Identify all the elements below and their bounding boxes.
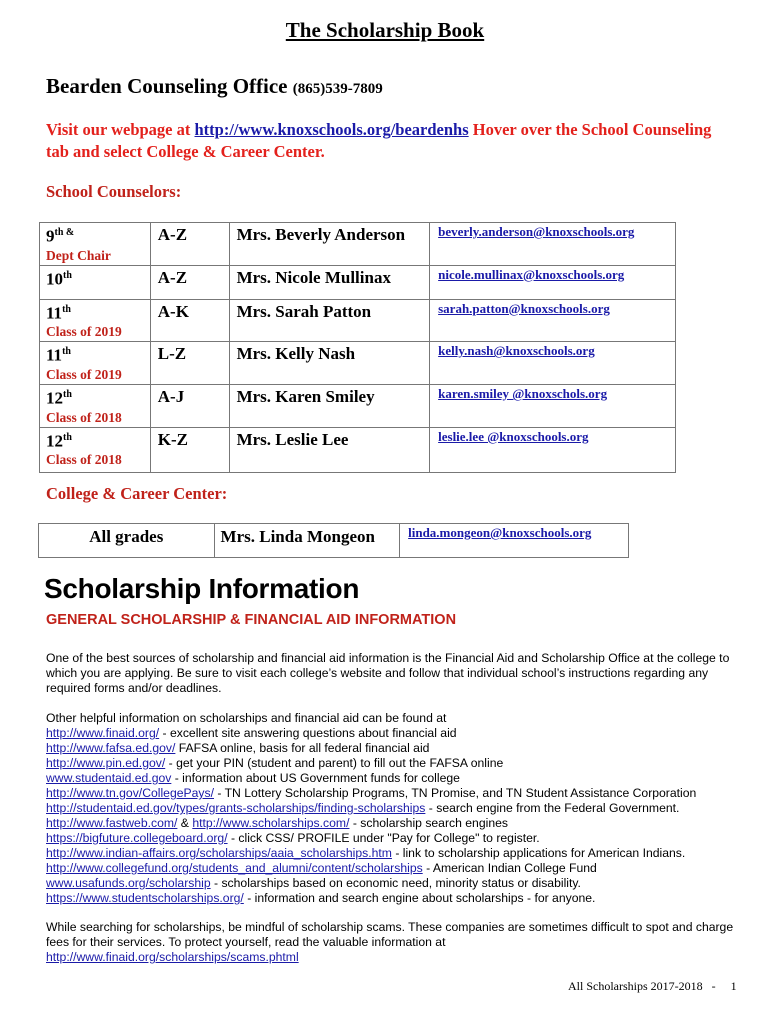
counselor-name: Mrs. Leslie Lee bbox=[229, 427, 430, 472]
resource-link-line bbox=[46, 876, 746, 891]
visit-suffix: Hover over the School Counseling tab and select College & Career Center. bbox=[46, 120, 712, 161]
resource-link[interactable]: www.studentaid.ed.gov bbox=[46, 771, 172, 785]
career-grade: All grades bbox=[39, 524, 215, 558]
scholarship-info-heading: Scholarship Information bbox=[44, 573, 360, 604]
resource-link-description: - information and search engine about scholarships - for anyone. bbox=[243, 891, 596, 905]
scams-text: While searching for scholarships, be mindful of scholarship scams. These companies are sometimes difficult to spot and charge fees for their services. To protect yourself, read the valuable information at bbox=[46, 920, 734, 949]
resource-link-line bbox=[46, 861, 746, 876]
resource-link-description: - excellent site answering questions about financial aid bbox=[159, 726, 457, 740]
alpha-range: A-Z bbox=[150, 223, 229, 266]
grade-cell bbox=[40, 223, 151, 266]
resource-link-description: - click CSS/ PROFILE under "Pay for College" to register. bbox=[227, 831, 540, 845]
visit-instructions bbox=[46, 119, 736, 163]
alpha-range: A-J bbox=[150, 384, 229, 427]
resource-link[interactable]: www.usafunds.org/scholarship bbox=[46, 876, 211, 890]
resource-link-description: - link to scholarship applications for American Indians. bbox=[391, 846, 686, 860]
resource-link-description: - search engine from the Federal Government. bbox=[425, 801, 680, 815]
career-center-label: College & Career Center: bbox=[46, 484, 228, 503]
grade-subtitle: Dept Chair bbox=[46, 247, 111, 263]
resource-link-line bbox=[46, 891, 746, 906]
counselor-email-link[interactable]: sarah.patton@knoxschools.org bbox=[438, 300, 610, 316]
resource-link-description: - scholarship search engines bbox=[349, 816, 508, 830]
counselor-email-link[interactable]: kelly.nash@knoxschools.org bbox=[438, 343, 595, 359]
counselor-name: Mrs. Beverly Anderson bbox=[229, 223, 430, 266]
page-footer bbox=[568, 979, 737, 994]
counselor-row bbox=[40, 265, 676, 299]
visit-prefix: Visit our webpage at bbox=[46, 120, 195, 139]
grade-subtitle: Class of 2019 bbox=[46, 324, 122, 340]
resource-link[interactable]: https://bigfuture.collegeboard.org/ bbox=[46, 831, 228, 845]
counselor-name: Mrs. Karen Smiley bbox=[229, 384, 430, 427]
office-name: Bearden Counseling Office bbox=[46, 74, 288, 98]
resource-link-description: FAFSA online, basis for all federal financial aid bbox=[175, 741, 430, 755]
grade-number: 12th bbox=[46, 431, 72, 451]
counselor-email-link[interactable]: nicole.mullinax@knoxschools.org bbox=[438, 266, 625, 282]
resource-links bbox=[46, 711, 746, 906]
intro-paragraph: One of the best sources of scholarship and financial aid information is the Financial Aid and Scholarship Office at the college to which you are applying. Be sure to visit each college’s website and follow that individual school’s instructions regarding any required forms and/or deadlines. bbox=[46, 651, 730, 695]
resource-link-line bbox=[46, 756, 746, 771]
page-number: 1 bbox=[730, 979, 737, 993]
resource-link-line bbox=[46, 801, 746, 816]
career-email-link[interactable]: linda.mongeon@knoxschools.org bbox=[408, 525, 592, 540]
grade-number: $9^{th \&}$ bbox=[46, 226, 75, 246]
link-joiner: & bbox=[177, 816, 193, 830]
grade-number: 11th bbox=[46, 303, 71, 323]
resource-link-secondary[interactable]: http://www.scholarships.com/ bbox=[192, 816, 350, 830]
resource-link-line bbox=[46, 831, 746, 846]
grade-number: 11th bbox=[46, 345, 71, 365]
email-cell bbox=[430, 223, 676, 266]
counselor-row bbox=[40, 223, 676, 266]
scams-link[interactable]: http://www.finaid.org/scholarships/scams.phtml bbox=[46, 950, 299, 964]
counselor-name: Mrs. Sarah Patton bbox=[229, 299, 430, 342]
career-center-table bbox=[38, 523, 629, 558]
resource-link-line bbox=[46, 741, 746, 756]
links-intro: Other helpful information on scholarships and financial aid can be found at bbox=[46, 711, 447, 725]
footer-separator: - bbox=[711, 979, 716, 993]
document-title: The Scholarship Book bbox=[285, 18, 485, 42]
counselor-email-link[interactable]: leslie.lee @knoxschools.org bbox=[438, 428, 589, 444]
alpha-range: A-K bbox=[150, 299, 229, 342]
resource-link-description: - American Indian College Fund bbox=[422, 861, 597, 875]
resource-link-description: - scholarships based on economic need, minority status or disability. bbox=[210, 876, 581, 890]
resource-link-line bbox=[46, 771, 746, 786]
counselors-label: School Counselors: bbox=[46, 182, 182, 201]
resource-link-line bbox=[46, 846, 746, 861]
email-cell bbox=[430, 265, 676, 299]
counselor-email-link[interactable]: beverly.anderson@knoxschools.org bbox=[438, 224, 635, 239]
resource-link[interactable]: http://www.fastweb.com/ bbox=[46, 816, 178, 830]
resource-link[interactable]: http://www.finaid.org/ bbox=[46, 726, 160, 740]
email-cell bbox=[430, 299, 676, 342]
email-cell bbox=[430, 342, 676, 385]
school-webpage-link[interactable]: http://www.knoxschools.org/beardenhs bbox=[194, 120, 469, 139]
counselor-row bbox=[40, 342, 676, 385]
resource-link[interactable]: http://studentaid.ed.gov/types/grants-scholarships/finding-scholarships bbox=[46, 801, 426, 815]
counselor-email-link[interactable]: karen.smiley @knoxschols.org bbox=[438, 385, 608, 401]
resource-link[interactable]: http://www.collegefund.org/students_and_alumni/content/scholarships bbox=[46, 861, 423, 875]
email-cell bbox=[430, 384, 676, 427]
grade-number: 12th bbox=[46, 388, 72, 408]
resource-link[interactable]: https://www.studentscholarships.org/ bbox=[46, 891, 244, 905]
email-cell bbox=[430, 427, 676, 472]
resource-link-description: - get your PIN (student and parent) to fill out the FAFSA online bbox=[165, 756, 504, 770]
office-heading bbox=[46, 74, 383, 99]
grade-number: 10th bbox=[46, 269, 72, 289]
grade-cell bbox=[40, 384, 151, 427]
counselor-row bbox=[40, 384, 676, 427]
office-phone: (865)539-7809 bbox=[292, 81, 383, 97]
resource-link[interactable]: http://www.pin.ed.gov/ bbox=[46, 756, 166, 770]
counselors-table bbox=[39, 222, 676, 473]
resource-link[interactable]: http://www.tn.gov/CollegePays/ bbox=[46, 786, 214, 800]
scams-paragraph bbox=[46, 920, 746, 965]
resource-link[interactable]: http://www.indian-affairs.org/scholarships/aaia_scholarships.htm bbox=[46, 846, 392, 860]
career-email-cell bbox=[400, 524, 629, 558]
grade-cell bbox=[40, 342, 151, 385]
resource-link-line bbox=[46, 726, 746, 741]
counselor-name: Mrs. Nicole Mullinax bbox=[229, 265, 430, 299]
footer-text: All Scholarships 2017-2018 bbox=[568, 979, 703, 993]
counselor-row bbox=[40, 427, 676, 472]
grade-subtitle: Class of 2018 bbox=[46, 452, 122, 468]
resource-link-line bbox=[46, 816, 746, 831]
alpha-range: K-Z bbox=[150, 427, 229, 472]
career-counselor-name: Mrs. Linda Mongeon bbox=[214, 524, 400, 558]
grade-cell bbox=[40, 265, 151, 299]
counselor-name: Mrs. Kelly Nash bbox=[229, 342, 430, 385]
grade-cell bbox=[40, 427, 151, 472]
grade-subtitle: Class of 2019 bbox=[46, 366, 122, 382]
grade-cell bbox=[40, 299, 151, 342]
general-info-subheading: GENERAL SCHOLARSHIP & FINANCIAL AID INFORMATION bbox=[46, 612, 457, 628]
resource-link-description: - information about US Government funds for college bbox=[171, 771, 460, 785]
resource-link-line bbox=[46, 786, 746, 801]
counselor-row bbox=[40, 299, 676, 342]
resource-link-description: - TN Lottery Scholarship Programs, TN Promise, and TN Student Assistance Corporation bbox=[214, 786, 697, 800]
alpha-range: L-Z bbox=[150, 342, 229, 385]
grade-subtitle: Class of 2018 bbox=[46, 409, 122, 425]
alpha-range: A-Z bbox=[150, 265, 229, 299]
resource-link[interactable]: http://www.fafsa.ed.gov/ bbox=[46, 741, 176, 755]
